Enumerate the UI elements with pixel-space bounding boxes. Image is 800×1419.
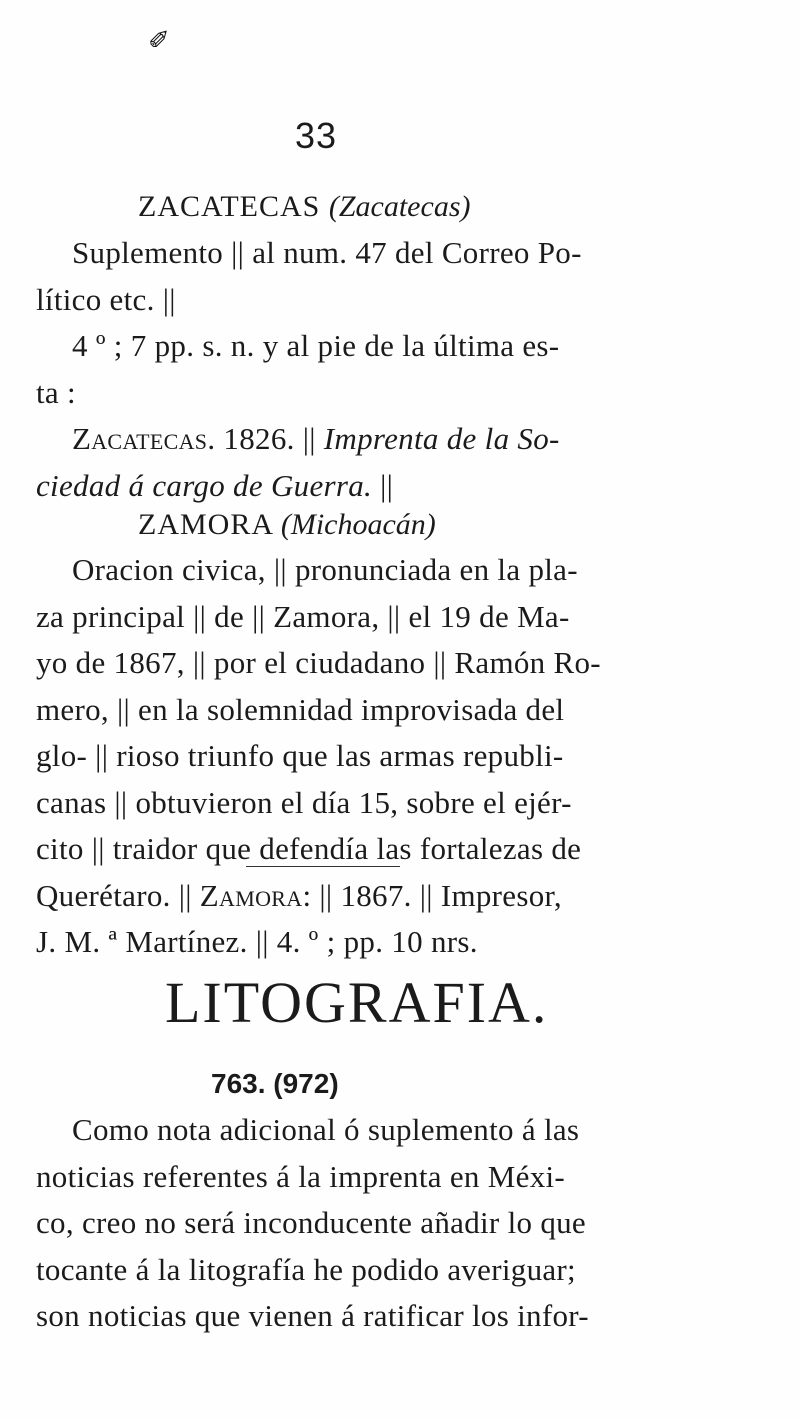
imprint-city: Querétaro. || bbox=[36, 877, 200, 913]
entry-line: canas || obtuvieron el día 15, sobre el ejér- bbox=[36, 784, 572, 820]
body-line: tocante á la litografía he podido averiguar; bbox=[36, 1251, 576, 1287]
section-number: 763. (972) bbox=[211, 1068, 339, 1099]
entry-heading-zacatecas bbox=[138, 192, 470, 222]
entry-heading-zamora bbox=[138, 510, 436, 540]
heading-region: (Zacatecas) bbox=[328, 190, 471, 223]
imprint-printer-cont: ciedad á cargo de Guerra. bbox=[36, 467, 373, 503]
heading-place: ZACATECAS bbox=[138, 190, 321, 223]
entry-line bbox=[36, 463, 636, 510]
section-divider bbox=[246, 866, 400, 867]
entry-line: za principal || de || Zamora, || el 19 de Ma- bbox=[36, 598, 570, 634]
imprint-place: Zamora bbox=[199, 877, 303, 913]
imprint-printer: Imprenta de la So- bbox=[323, 421, 560, 456]
entry-line: J. M. ª Martínez. || 4. º ; pp. 10 nrs. bbox=[36, 924, 478, 959]
body-line: Como nota adicional ó suplemento á las bbox=[72, 1112, 580, 1147]
section-body bbox=[36, 1107, 636, 1340]
entry-body-zacatecas bbox=[36, 230, 636, 509]
entry-body-zamora bbox=[36, 547, 636, 966]
body-line: co, creo no será inconducente añadir lo que bbox=[36, 1205, 586, 1240]
entry-line bbox=[36, 873, 636, 920]
heading-region: (Michoacán) bbox=[280, 508, 436, 541]
heading-place: ZAMORA bbox=[138, 508, 273, 541]
entry-line: 4 º ; 7 pp. s. n. y al pie de la última es- bbox=[72, 328, 560, 363]
page-number: 33 bbox=[295, 115, 338, 156]
entry-line: ta : bbox=[36, 374, 76, 410]
entry-line: glo- || rioso triunfo que las armas republi- bbox=[36, 738, 564, 773]
entry-line: Suplemento || al num. 47 del Correo Po- bbox=[72, 235, 582, 270]
body-line: son noticias que vienen á ratificar los infor- bbox=[36, 1298, 589, 1333]
imprint-year: : || 1867. || Impresor, bbox=[302, 877, 562, 913]
entry-line bbox=[36, 416, 636, 463]
entry-line: yo de 1867, || por el ciudadano || Ramón Ro- bbox=[36, 645, 601, 680]
imprint-place: Zacatecas bbox=[72, 421, 208, 456]
entry-line: lítico etc. || bbox=[36, 281, 176, 317]
entry-line: mero, || en la solemnidad improvisada del bbox=[36, 691, 565, 727]
imprint-year: . 1826. || bbox=[207, 421, 324, 456]
entry-line: cito || traidor que defendía las fortalezas de bbox=[36, 831, 582, 866]
section-title: LITOGRAFIA. bbox=[165, 970, 549, 1035]
printer-mark: ✐ bbox=[148, 26, 170, 55]
entry-line: Oracion civica, || pronunciada en la pla- bbox=[72, 552, 578, 587]
body-line: noticias referentes á la imprenta en Méxi- bbox=[36, 1158, 566, 1194]
separator: || bbox=[372, 467, 394, 503]
